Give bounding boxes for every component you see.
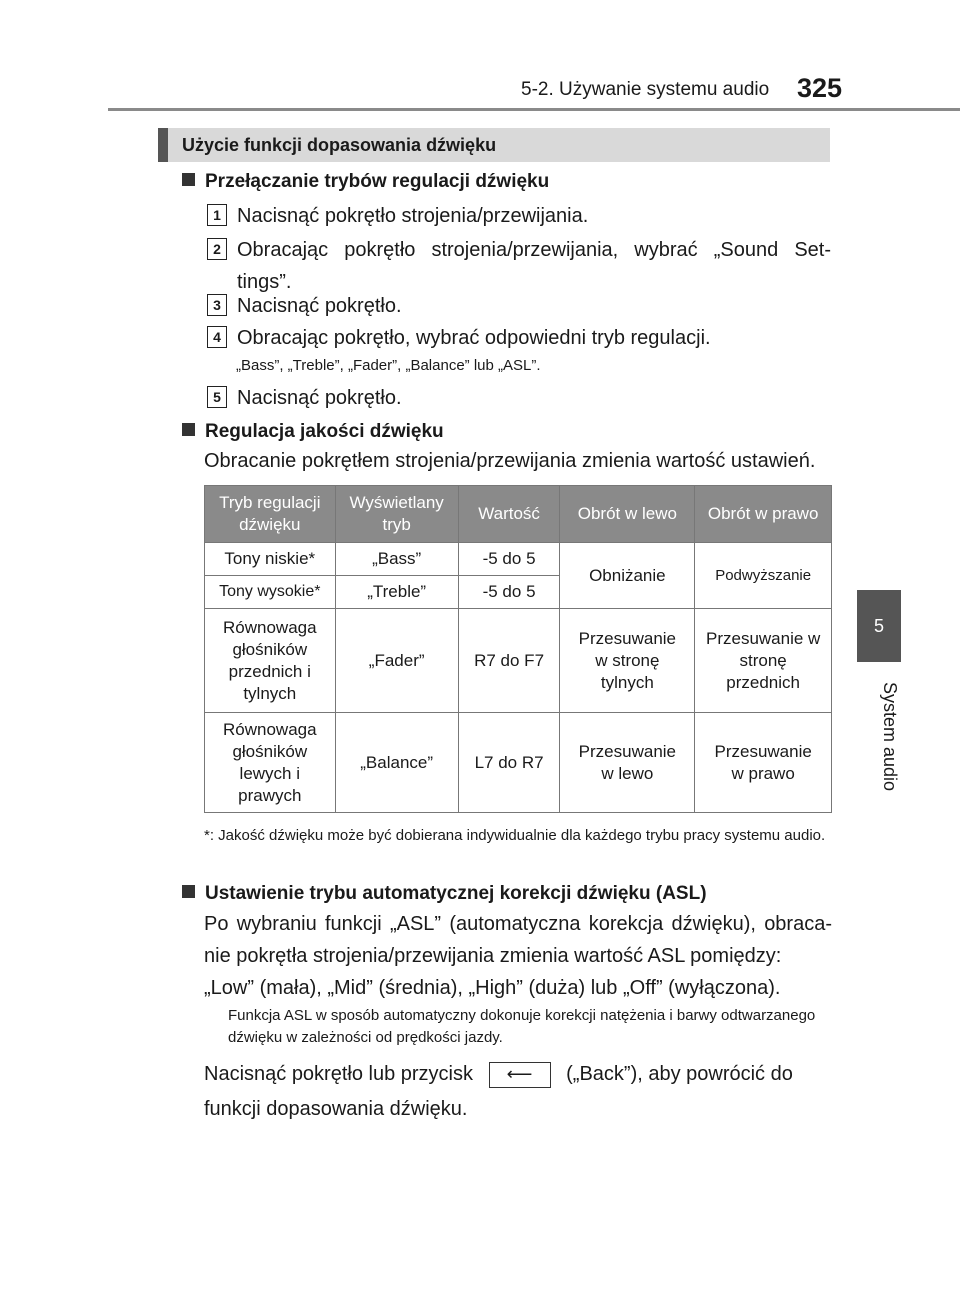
table-header: Obrót w lewo	[560, 486, 695, 543]
asl-text: Po wybraniu funkcji „ASL” (automatyczna korekcja dźwięku), obraca-nie pokrętła strojenia/przewijania zmienia wartość ASL pomiędzy:	[204, 913, 832, 967]
asl-note: Funkcja ASL w sposób automatyczny dokonuje korekcji natężenia i barwy odtwarzanego dźwięku w zależności od prędkości jazdy.	[228, 1007, 816, 1046]
table-header: Wartość	[458, 486, 560, 543]
page-number: 325	[797, 73, 843, 103]
heading-text: Ustawienie trybu automatycznej korekcji dźwięku (ASL)	[205, 883, 707, 904]
chapter-tab: 5	[857, 590, 901, 662]
step-1	[207, 200, 831, 232]
step-2	[207, 234, 831, 298]
step-4	[207, 322, 831, 354]
heading-asl	[182, 883, 707, 905]
table-row	[205, 609, 832, 713]
heading-text: Regulacja jakości dźwięku	[205, 421, 444, 442]
step-number: 5	[207, 386, 227, 408]
step-5	[207, 382, 831, 414]
section-title: Użycie funkcji dopasowania dźwięku	[158, 128, 830, 162]
table-cell: „Balance”	[335, 713, 458, 813]
table-footnote	[204, 825, 832, 846]
back-text-before: Nacisnąć pokrętło lub przycisk	[204, 1063, 473, 1085]
step-text: Obracając pokrętło strojenia/przewijania, wybrać „Sound Set-tings”.	[237, 239, 831, 293]
step-number: 1	[207, 204, 227, 226]
sound-settings-table	[204, 485, 832, 813]
table-row	[205, 543, 832, 576]
square-bullet-icon	[182, 173, 195, 186]
step-number: 2	[207, 238, 227, 260]
table-header: Tryb regulacji dźwięku	[205, 486, 336, 543]
step-number: 3	[207, 294, 227, 316]
step-number: 4	[207, 326, 227, 348]
header-rule	[108, 108, 960, 111]
table-cell: Tony niskie*	[205, 543, 336, 576]
table-cell: Przesuwanie w stronę przednich	[695, 609, 832, 713]
footnote-text: *: Jakość dźwięku może być dobierana indywidualnie dla każdego trybu pracy systemu audio.	[204, 827, 826, 844]
table-cell: Równowaga głośników lewych i prawych	[205, 713, 336, 813]
running-header: 5-2. Używanie systemu audio	[521, 79, 770, 100]
table-cell: Obniżanie	[560, 543, 695, 609]
heading-mode-switch	[182, 171, 549, 193]
back-instruction	[204, 1054, 832, 1094]
square-bullet-icon	[182, 885, 195, 898]
table-cell: „Treble”	[335, 576, 458, 609]
step-text: Nacisnąć pokrętło strojenia/przewijania.	[237, 205, 589, 227]
table-cell: Tony wysokie*	[205, 576, 336, 609]
table-cell: „Bass”	[335, 543, 458, 576]
table-cell: Podwyższanie	[695, 543, 832, 609]
step-4-note: „Bass”, „Treble”, „Fader”, „Balance” lub „ASL”.	[236, 357, 541, 374]
table-cell: „Fader”	[335, 609, 458, 713]
table-header: Obrót w prawo	[695, 486, 832, 543]
heading-text: Przełączanie trybów regulacji dźwięku	[205, 171, 550, 192]
step-text: Nacisnąć pokrętło.	[237, 387, 402, 409]
table-cell: -5 do 5	[458, 543, 560, 576]
square-bullet-icon	[182, 423, 195, 436]
table-cell: R7 do F7	[458, 609, 560, 713]
chapter-label: System audio	[880, 682, 900, 792]
table-row	[205, 713, 832, 813]
step-3	[207, 290, 831, 322]
step-text: Obracając pokrętło, wybrać odpowiedni tryb regulacji.	[237, 327, 711, 349]
table-header-row	[205, 486, 832, 543]
table-cell: Przesuwanie w prawo	[695, 713, 832, 813]
back-button-icon: ⟵	[489, 1062, 551, 1088]
asl-values: „Low” (mała), „Mid” (średnia), „High” (duża) lub „Off” (wyłączona).	[204, 977, 781, 999]
sound-quality-text: Obracanie pokrętłem strojenia/przewijania zmienia wartość ustawień.	[204, 450, 816, 472]
table-cell: Przesuwanie w lewo	[560, 713, 695, 813]
back-text-after: („Back”), aby powrócić do	[566, 1063, 793, 1085]
table-cell: Przesuwanie w stronę tylnych	[560, 609, 695, 713]
step-text: Nacisnąć pokrętło.	[237, 295, 402, 317]
table-cell: Równowaga głośników przednich i tylnych	[205, 609, 336, 713]
table-cell: L7 do R7	[458, 713, 560, 813]
back-instruction-end: funkcji dopasowania dźwięku.	[204, 1098, 468, 1120]
table-header: Wyświetlany tryb	[335, 486, 458, 543]
table-cell: -5 do 5	[458, 576, 560, 609]
heading-sound-quality	[182, 421, 444, 443]
